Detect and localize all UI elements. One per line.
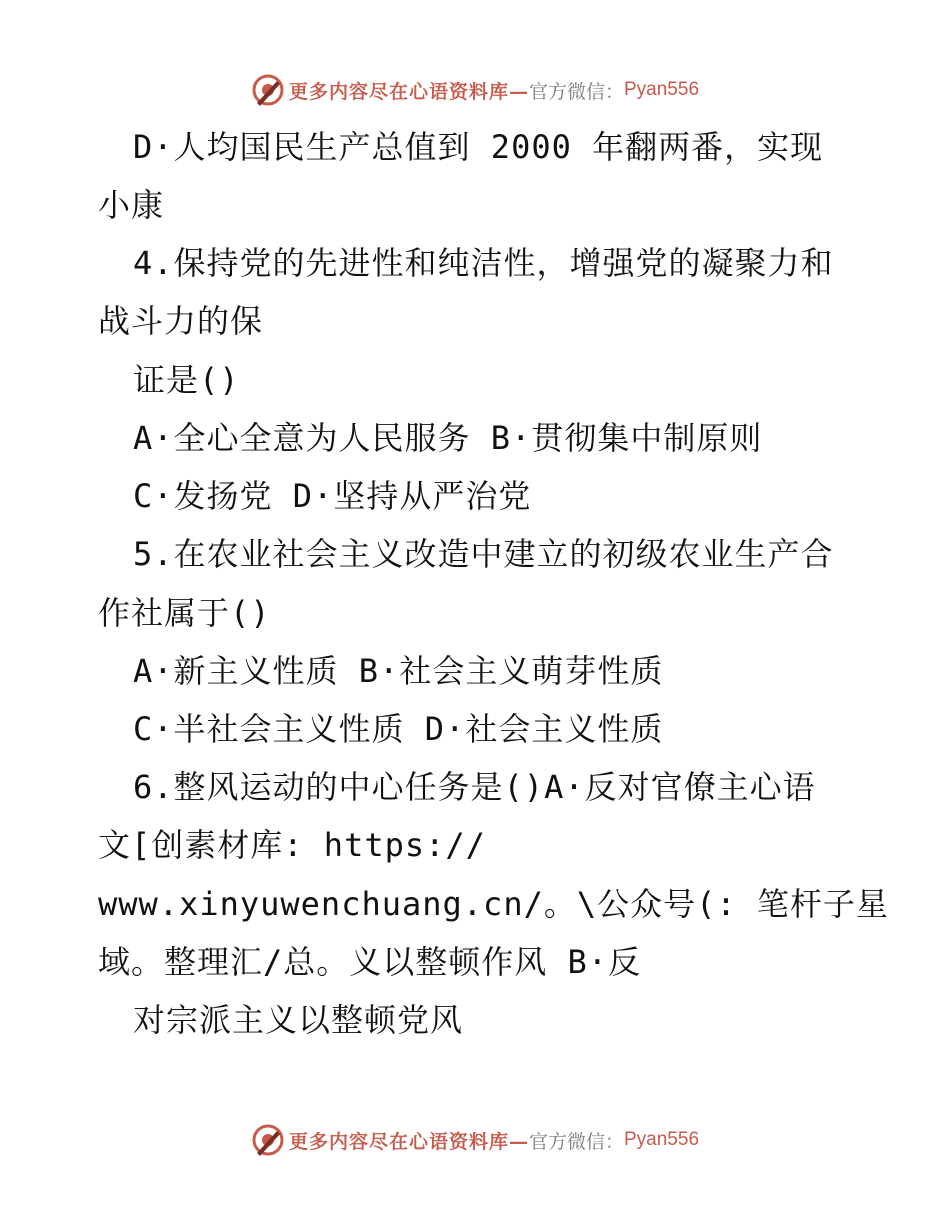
text-line: C·发扬党 D·坚持从严治党 xyxy=(133,477,532,515)
pen-logo-icon xyxy=(251,1123,285,1157)
text-line: 对宗派主义以整顿党风 xyxy=(133,1001,464,1039)
text-line: A·全心全意为人民服务 B·贯彻集中制原则 xyxy=(133,419,763,457)
text-line: 域。整理汇/总。义以整顿作风 B·反 xyxy=(98,943,642,981)
header-watermark xyxy=(0,70,950,110)
watermark-wechat-id: Pyan556 xyxy=(624,79,700,100)
text-line: 证是() xyxy=(133,361,240,399)
text-line: 5.在农业社会主义改造中建立的初级农业生产合 xyxy=(133,535,834,573)
text-line: 小康 xyxy=(98,186,165,224)
footer-watermark xyxy=(0,1120,950,1160)
watermark-wechat-label: 官方微信： xyxy=(528,80,624,103)
text-line: 战斗力的保 xyxy=(98,302,264,340)
watermark-text: 更多内容尽在心语资料库— xyxy=(288,1130,529,1153)
text-line: C·半社会主义性质 D·社会主义性质 xyxy=(133,710,664,748)
text-line: A·新主义性质 B·社会主义萌芽性质 xyxy=(133,652,664,690)
text-line: 文[创素材库: https:// xyxy=(98,826,486,864)
text-line: D·人均国民生产总值到 2000 年翻两番，实现 xyxy=(133,128,824,166)
watermark-wechat-id: Pyan556 xyxy=(624,1129,700,1150)
text-line: 6.整风运动的中心任务是()A·反对官僚主心语 xyxy=(133,768,816,806)
watermark-wechat-label: 官方微信： xyxy=(528,1130,624,1153)
pen-logo-icon xyxy=(251,73,285,107)
text-line: 作社属于() xyxy=(98,594,271,632)
text-line: www.xinyuwenchuang.cn/。\公众号(: 笔杆子星 xyxy=(98,885,889,923)
watermark-text: 更多内容尽在心语资料库— xyxy=(288,80,529,103)
text-line: 4.保持党的先进性和纯洁性，增强党的凝聚力和 xyxy=(133,244,834,282)
